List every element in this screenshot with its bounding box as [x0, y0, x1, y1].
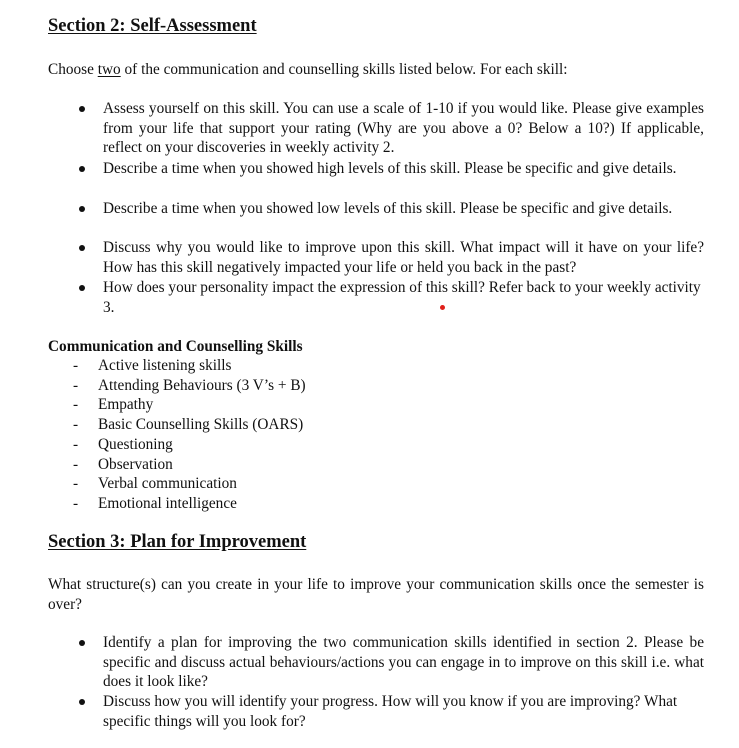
section-3-bullet-1: Identify a plan for improving the two communication skills identified in section 2. Please be specific and discuss actual behaviours/actions you can engage in to improve on this skill i.e. what does it look like?	[103, 634, 704, 691]
bullet-icon	[79, 166, 85, 172]
skill-item: Attending Behaviours (3 V’s + B)	[98, 377, 306, 394]
section-2-bullet-5: How does your personality impact the expression of this skill? Refer back to your weekly activity 3.	[103, 279, 701, 316]
section-3-bullet-2: Discuss how you will identify your progress. How will you know if you are improving? What specific things will you look for?	[103, 693, 678, 730]
dash-icon: -	[73, 396, 79, 413]
bullet-icon	[79, 245, 85, 251]
intro-text-end: of the communication and counselling skills listed below. For each skill:	[120, 61, 568, 78]
section-2-heading: Section 2: Self-Assessment	[48, 16, 257, 36]
dash-icon: -	[73, 475, 79, 492]
section-2-bullet-4: Discuss why you would like to improve upon this skill. What impact will it have on your life? How has this skill negatively impacted your life or held you back in the past?	[103, 239, 704, 276]
section-2-bullet-1: Assess yourself on this skill. You can use a scale of 1-10 if you would like. Please give examples from your life that support your rating (Why are you above a 0? Below a 10?) If applicable, reflect on your discoveries in weekly activity 2.	[103, 100, 704, 157]
bullet-icon	[79, 106, 85, 112]
intro-underlined-word: two	[97, 61, 121, 78]
intro-text-start: Choose	[48, 61, 98, 78]
skill-item: Verbal communication	[98, 475, 237, 492]
red-marker-dot	[440, 305, 445, 310]
skill-item: Active listening skills	[98, 357, 232, 374]
dash-icon: -	[73, 436, 79, 453]
dash-icon: -	[73, 377, 79, 394]
section-2-intro	[48, 60, 567, 80]
skill-item: Empathy	[98, 396, 154, 413]
skill-item: Observation	[98, 456, 173, 473]
bullet-icon	[79, 206, 85, 212]
section-3-heading: Section 3: Plan for Improvement	[48, 532, 307, 552]
dash-icon: -	[73, 456, 79, 473]
dash-icon: -	[73, 357, 79, 374]
dash-icon: -	[73, 495, 79, 512]
skill-item: Questioning	[98, 436, 173, 453]
section-2-bullet-2: Describe a time when you showed high levels of this skill. Please be specific and give details.	[103, 160, 677, 177]
section-2-bullet-3: Describe a time when you showed low levels of this skill. Please be specific and give details.	[103, 200, 673, 217]
skill-item: Basic Counselling Skills (OARS)	[98, 416, 304, 433]
skill-item: Emotional intelligence	[98, 495, 237, 512]
bullet-icon	[79, 699, 85, 705]
section-3-intro: What structure(s) can you create in your life to improve your communication skills once the semester is over?	[48, 576, 704, 613]
bullet-icon	[79, 285, 85, 291]
skills-title: Communication and Counselling Skills	[48, 338, 303, 355]
dash-icon: -	[73, 416, 79, 433]
bullet-icon	[79, 640, 85, 646]
